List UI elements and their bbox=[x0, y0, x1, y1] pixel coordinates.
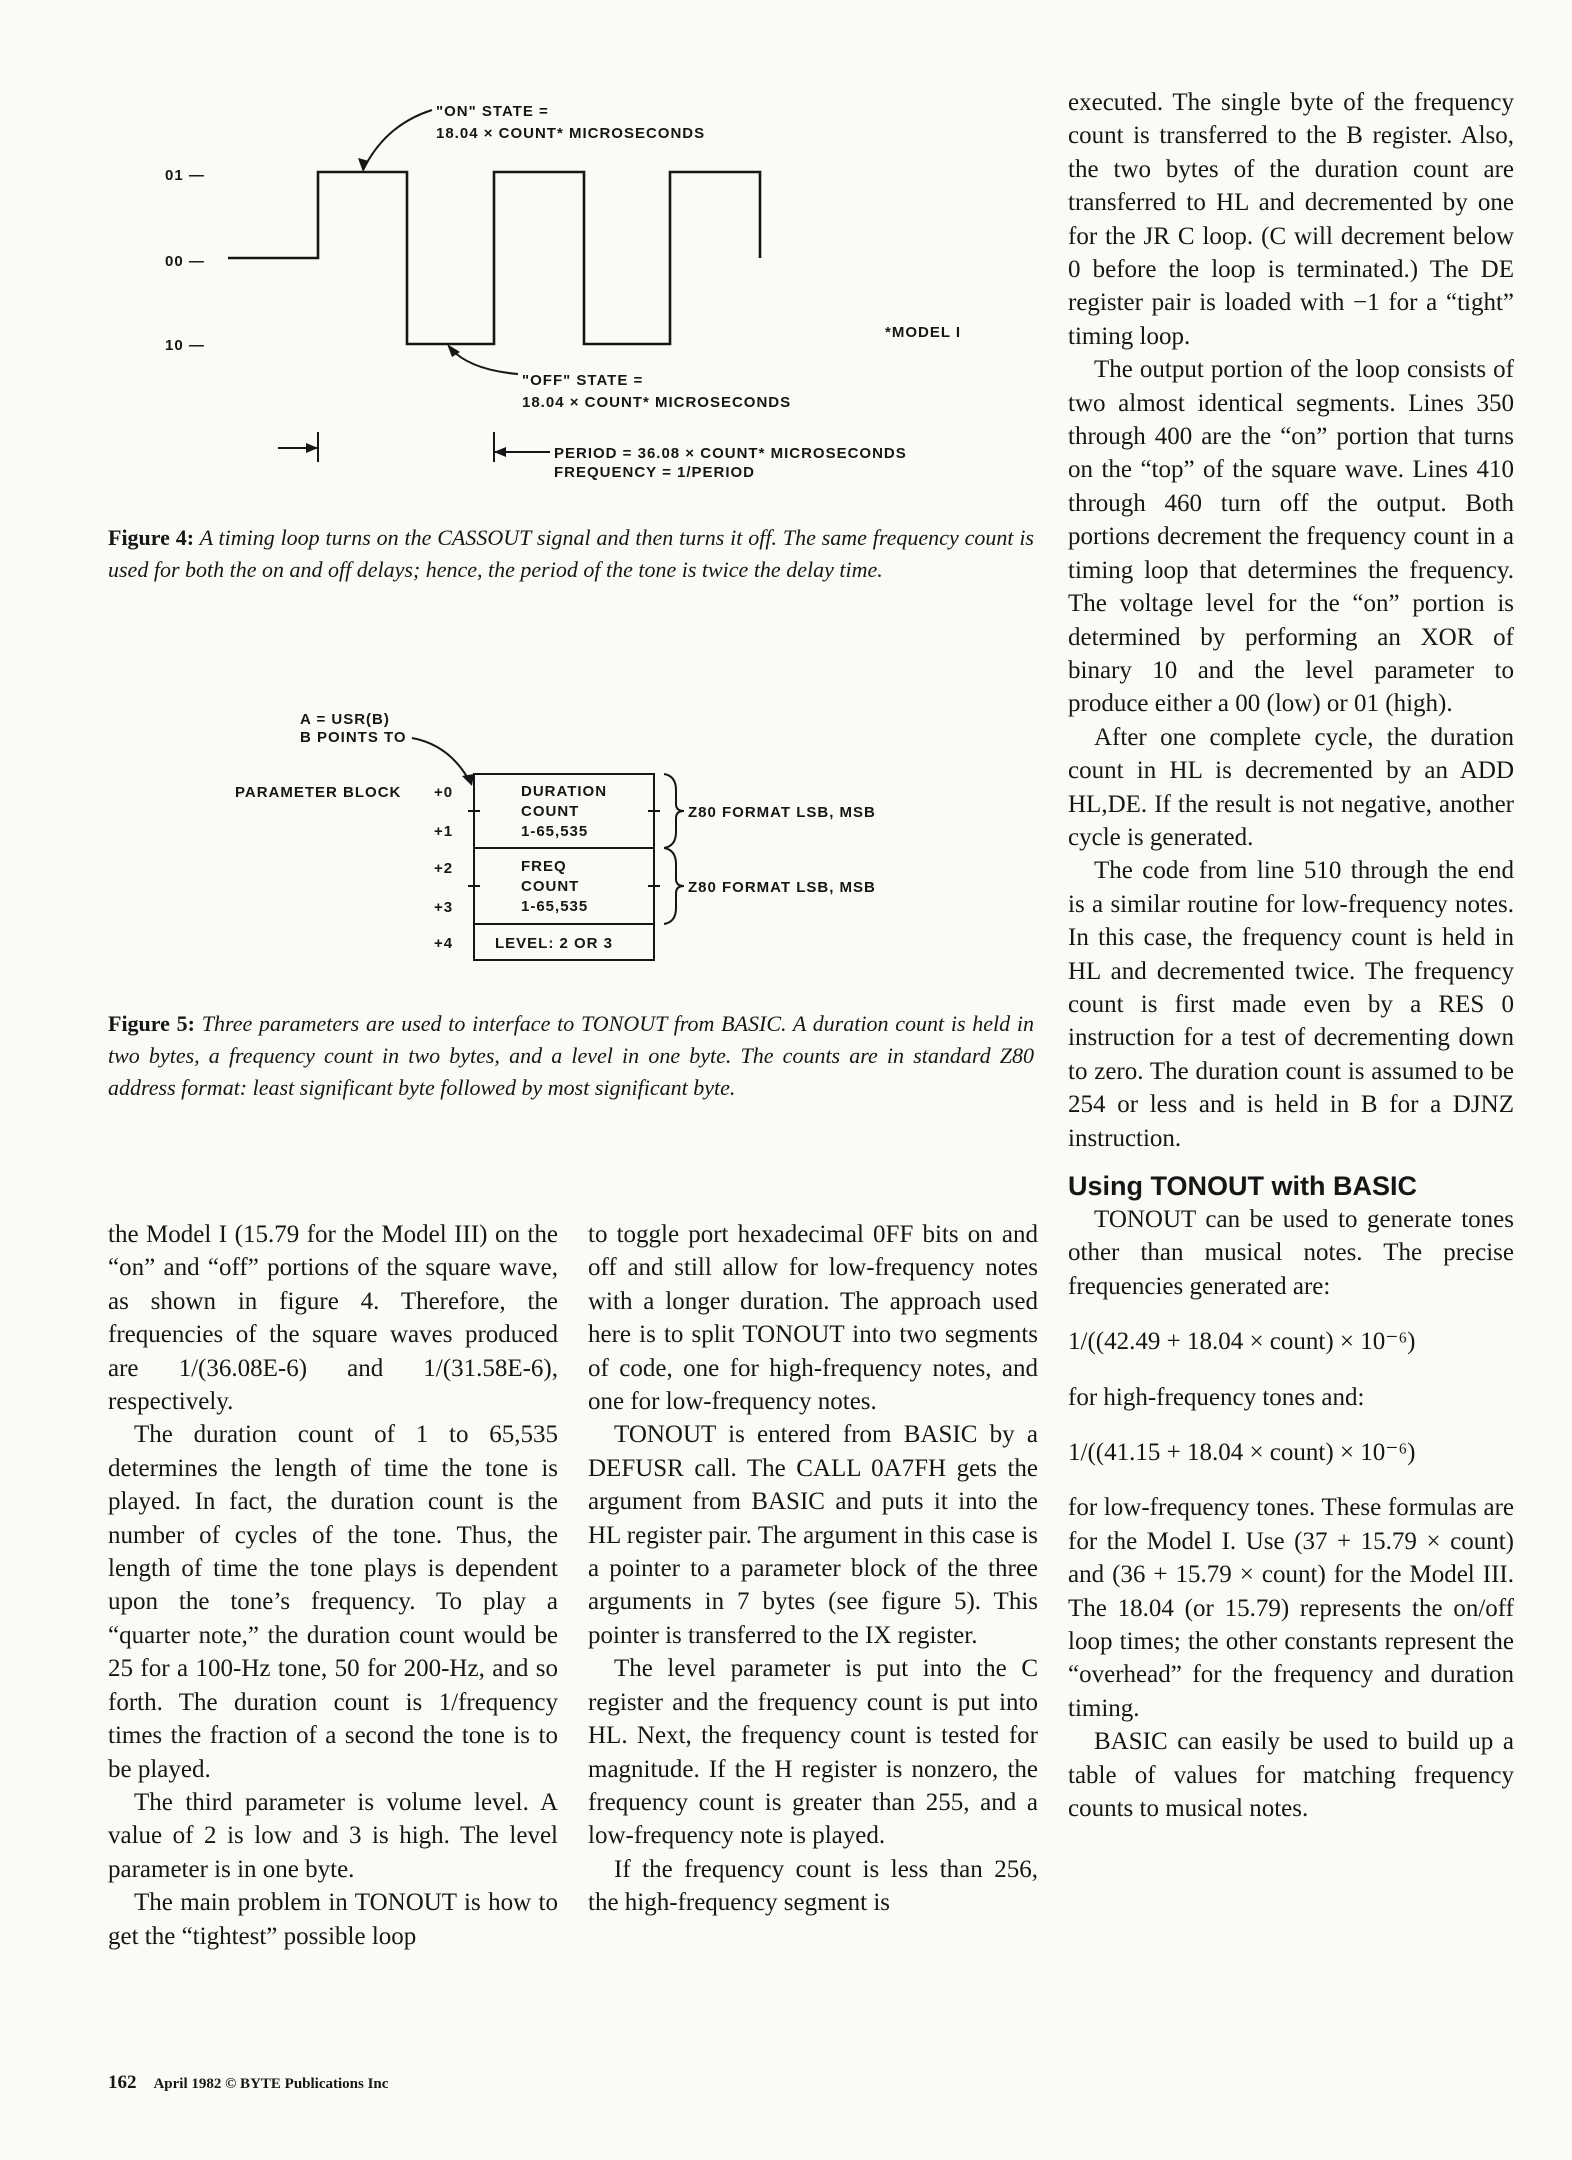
col3-paragraph-2: The output portion of the loop consists of two almost identical segments. Lines 350 through 400 are the “on” portion that turns on the “top” of the square wave. Lines 410 through 460 turn off the output. Both portions decrement the frequency count in a timing loop that determines the frequency. The voltage level for the “on” portion is determined by performing an XOR of binary 10 and the level parameter to produce either a 00 (low) or 01 (high). bbox=[1068, 356, 1514, 718]
col3-paragraph-1: executed. The single byte of the frequency count is transferred to the B register. Also, the two bytes of the duration count are transferred to HL and decremented by one for the JR C loop. (C will decrement below 0 before the loop is terminated.) The DE register pair is loaded with −1 for a “tight” timing loop. bbox=[1068, 89, 1514, 350]
on-state-label: "ON" STATE = bbox=[436, 103, 549, 120]
duration-line-2: COUNT bbox=[521, 803, 580, 820]
parameter-block-label: PARAMETER BLOCK bbox=[235, 784, 402, 801]
col2-paragraph-1: to toggle port hexadecimal 0FF bits on and off and still allow for low-frequency notes with a longer duration. The approach used here is to split TONOUT into two segments of code, one for high-frequency notes, and one for low-frequency notes. bbox=[588, 1221, 1038, 1416]
offset-1: +1 bbox=[434, 823, 454, 840]
on-state-formula: 18.04 × COUNT* MICROSECONDS bbox=[436, 125, 706, 142]
figure-4-caption-text: A timing loop turns on the CASSOUT signal and then turns it off. The same frequency count is used for both the on and off delays; hence, the period of the tone is twice the delay time. bbox=[108, 525, 1034, 582]
on-state-arrow bbox=[363, 110, 432, 170]
col1-paragraph-1: the Model I (15.79 for the Model III) on the “on” and “off” portions of the square wave, as shown in figure 4. Therefore, the frequencies of the square waves produced are 1/(36.08E-6) and 1/(31.58E-6), respectively. bbox=[108, 1221, 558, 1416]
offset-3: +3 bbox=[434, 899, 454, 916]
figure-5-caption-label: Figure 5: bbox=[108, 1011, 195, 1036]
duration-line-3: 1-65,535 bbox=[521, 823, 589, 840]
usr-call-label: A = USR(B) bbox=[300, 711, 390, 728]
format-2-label: Z80 FORMAT LSB, MSB bbox=[688, 879, 876, 896]
square-wave bbox=[228, 172, 760, 344]
format-1-label: Z80 FORMAT LSB, MSB bbox=[688, 804, 876, 821]
figure-5-caption bbox=[108, 1008, 1034, 1104]
offset-4: +4 bbox=[434, 935, 454, 952]
off-state-label: "OFF" STATE = bbox=[522, 372, 644, 389]
col3-paragraph-6: for high-frequency tones and: bbox=[1068, 1383, 1365, 1411]
offset-2: +2 bbox=[434, 860, 454, 877]
footer-credit: April 1982 © BYTE Publications Inc bbox=[153, 2076, 389, 2092]
col1-paragraph-2: The duration count of 1 to 65,535 determines the length of time the tone is played. In fact, the duration count is the number of cycles of the tone. Thus, the length of time the tone plays is dependent upon the tone’s frequency. To play a “quarter note,” the duration count would be 25 for a 100-Hz tone, 50 for 200-Hz, and so forth. The duration count is 1/frequency times the fraction of a second the tone is to be played. bbox=[108, 1421, 558, 1783]
col2-paragraph-3: The level parameter is put into the C register and the frequency count is put into HL. Next, the frequency count is tested for magnitude. If the H register is nonzero, the frequency count is greater than 255, and a low-frequency note is played. bbox=[588, 1655, 1038, 1850]
off-state-formula: 18.04 × COUNT* MICROSECONDS bbox=[522, 394, 792, 411]
col3-paragraph-3: After one complete cycle, the duration count in HL is decremented by an ADD HL,DE. If the result is not negative, another cycle is generated. bbox=[1068, 723, 1514, 851]
points-to-label: B POINTS TO bbox=[300, 729, 407, 746]
figure-4-caption-label: Figure 4: bbox=[108, 525, 195, 550]
freq-line-1: FREQ bbox=[521, 858, 567, 875]
period-label: PERIOD = 36.08 × COUNT* MICROSECONDS bbox=[554, 445, 907, 462]
figure-5-caption-text: Three parameters are used to interface to TONOUT from BASIC. A duration count is held in two bytes, a frequency count in two bytes, and a level in one byte. The counts are in standard Z80 address format: least significant byte followed by most significant byte. bbox=[108, 1011, 1034, 1100]
figure-4-caption bbox=[108, 522, 1034, 586]
level-10-label: 10 — bbox=[165, 337, 205, 354]
col2-paragraph-2: TONOUT is entered from BASIC by a DEFUSR call. The CALL 0A7FH gets the argument from BASIC and puts it into the HL register pair. The argument in this case is a pointer to a parameter block of the three arguments in 7 bytes (see figure 5). This pointer is transferred to the IX register. bbox=[588, 1421, 1038, 1649]
duration-line-1: DURATION bbox=[521, 783, 608, 800]
points-arrow-head bbox=[462, 774, 474, 786]
level-01-label: 01 — bbox=[165, 167, 205, 184]
period-right-head bbox=[494, 447, 506, 457]
column-3 bbox=[1068, 86, 1514, 1826]
column-1 bbox=[108, 1218, 558, 1953]
level-box-text: LEVEL: 2 OR 3 bbox=[495, 935, 614, 952]
offset-0: +0 bbox=[434, 784, 454, 801]
level-00-label: 00 — bbox=[165, 253, 205, 270]
brace-1 bbox=[664, 774, 684, 848]
freq-line-3: 1-65,535 bbox=[521, 898, 589, 915]
page-footer bbox=[108, 2072, 388, 2094]
period-left-head bbox=[306, 443, 318, 453]
page-number: 162 bbox=[108, 2072, 137, 2093]
col3-paragraph-4: The code from line 510 through the end is a similar routine for low-frequency notes. In this case, the frequency count is held in HL and decremented twice. The frequency count is first made even by a RES 0 instruction for a test of decrementing down to zero. The duration count is assumed to be 254 or less and is held in B for a DJNZ instruction. bbox=[1068, 857, 1514, 1152]
col3-paragraph-7: for low-frequency tones. These formulas are for the Model I. Use (37 + 15.79 × count) and (36 + 15.79 × count) for the Model III. The 18.04 (or 15.79) represents the on/off loop times; the other constants represent the “overhead” for the frequency and duration timing. bbox=[1068, 1494, 1514, 1722]
col3-paragraph-8: BASIC can easily be used to build up a table of values for matching frequency counts to musical notes. bbox=[1068, 1728, 1514, 1823]
col2-paragraph-4: If the frequency count is less than 256, the high-frequency segment is bbox=[588, 1855, 1038, 1917]
model-note: *MODEL I bbox=[885, 324, 962, 341]
freq-line-2: COUNT bbox=[521, 878, 580, 895]
frequency-label: FREQUENCY = 1/PERIOD bbox=[554, 464, 756, 481]
brace-2 bbox=[664, 848, 684, 924]
col1-paragraph-3: The third parameter is volume level. A value of 2 is low and 3 is high. The level parameter is in one byte. bbox=[108, 1788, 558, 1883]
points-to-arrow bbox=[412, 738, 470, 782]
off-state-curve bbox=[450, 348, 518, 374]
section-heading: Using TONOUT with BASIC bbox=[1068, 1171, 1417, 1201]
col1-paragraph-4: The main problem in TONOUT is how to get the “tightest” possible loop bbox=[108, 1889, 558, 1950]
formula-high-frequency: 1/((42.49 + 18.04 × count) × 10⁻⁶) bbox=[1068, 1328, 1416, 1356]
formula-low-frequency: 1/((41.15 + 18.04 × count) × 10⁻⁶) bbox=[1068, 1439, 1416, 1467]
col3-paragraph-5: TONOUT can be used to generate tones other than musical notes. The precise frequencies generated are: bbox=[1068, 1206, 1514, 1300]
column-2 bbox=[588, 1218, 1038, 1920]
